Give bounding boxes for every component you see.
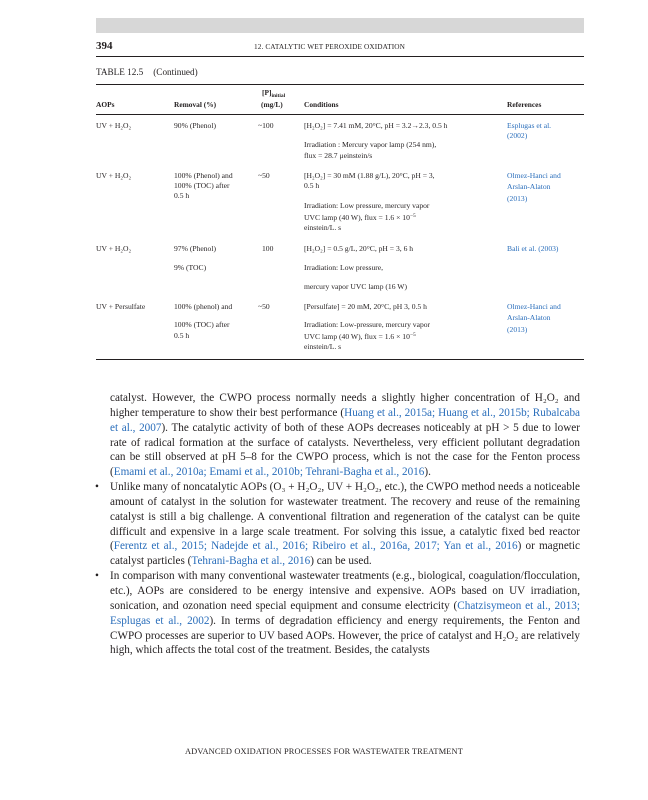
- row1-condition-3: flux = 28.7 μeinstein/s: [304, 151, 373, 160]
- bullet-icon: •: [95, 481, 99, 494]
- col-header-conditions: Conditions: [304, 100, 339, 109]
- row2-reference-1[interactable]: Olmez-Hanci and: [507, 171, 561, 180]
- page-footer: ADVANCED OXIDATION PROCESSES FOR WASTEWATER TREATMENT: [184, 747, 464, 756]
- bullet-item-catalyst-recovery: [95, 480, 580, 569]
- row3-p-initial: 100: [262, 244, 274, 253]
- row1-condition-2: Irradiation : Mercury vapor lamp (254 nm),: [304, 140, 437, 149]
- row3-removal-2: 9% (TOC): [174, 263, 207, 272]
- row1-reference-2[interactable]: (2002): [507, 131, 528, 140]
- row4-exponent: −5: [409, 332, 416, 338]
- bullet-text: ) or magnetic catalyst particles (: [110, 540, 580, 568]
- row2-removal-2: 100% (TOC) after: [174, 181, 230, 190]
- row3-removal-1: 97% (Phenol): [174, 244, 216, 253]
- table-bottom-rule: [96, 359, 584, 360]
- col-header-p-unit: (mg/L): [261, 100, 283, 109]
- row2-exponent: −5: [409, 213, 416, 219]
- citation-link[interactable]: Ferentz et al., 2015; Nadejde et al., 2016; Ribeiro et al., 2016a, 2017; Yan et al., 2016: [113, 540, 518, 553]
- bullet-text: ). In terms of degradation efficiency and energy requirements, the Fenton and CWPO processes are superior to UV based AOPs. However, the price of catalyst and H₂O₂ are relatively high, which affects the total cost of the treatment. Besides, the catalysts: [110, 614, 581, 657]
- row1-reference-1[interactable]: Esplugas et al.: [507, 121, 552, 130]
- col-header-references: References: [507, 100, 542, 109]
- row2-reference-3[interactable]: (2013): [507, 194, 528, 203]
- row4-condition-3-text: UVC lamp (40 W), flux = 1.6 × 10: [304, 332, 410, 341]
- running-head: 12. CATALYTIC WET PEROXIDE OXIDATION: [254, 42, 405, 51]
- table-header-rule: [96, 114, 584, 115]
- row1-condition-1: [H₂O₂] = 7.41 mM, 20°C, pH = 3.2→2.3, 0.5 h: [304, 121, 448, 130]
- paragraph-text: catalyst. However, the CWPO process normally needs a slightly higher concentration of H₂O₂ and higher temperature to show their best performance (: [110, 392, 580, 419]
- table-label: TABLE 12.5: [96, 67, 144, 77]
- table-continued-note: (Continued): [153, 67, 198, 77]
- row2-removal-3: 0.5 h: [174, 191, 190, 200]
- table-caption: [96, 67, 198, 77]
- row4-p-initial: ~50: [258, 302, 270, 311]
- row2-reference-2[interactable]: Arslan-Alaton: [507, 182, 551, 191]
- bullet-text: Unlike many of noncatalytic AOPs (O₃ + H₂O₂, UV + H₂O₂, etc.), the CWPO method needs a noticeable amount of catalyst in the solution for wastewater treatment. The recovery and reuse of the remaining catalyst is still a big challenge. A conventional filtration and regeneration of the catalyst can be quite difficult and expensive in a large scale treatment. For solving this issue, a catalytic fixed bed reactor (: [110, 481, 580, 553]
- row2-condition-4: [304, 212, 416, 223]
- p-initial-symbol: [P]: [262, 88, 272, 97]
- row1-p-initial: ~100: [258, 121, 274, 130]
- row3-reference[interactable]: Bali et al. (2003): [507, 244, 559, 253]
- row3-condition-1: [H₂O₂] = 0.5 g/L, 20°C, pH = 3, 6 h: [304, 244, 414, 253]
- page-number: 394: [96, 40, 113, 52]
- row4-reference-2[interactable]: Arslan-Alaton: [507, 313, 551, 322]
- row4-reference-1[interactable]: Olmez-Hanci and: [507, 302, 561, 311]
- row2-condition-3: Irradiation: Low pressure, mercury vapor: [304, 201, 430, 210]
- row2-condition-1: [H₂O₂] = 30 mM (1.88 g/L), 20°C, pH = 3,: [304, 171, 435, 180]
- row2-condition-5: einstein/L. s: [304, 223, 342, 232]
- row3-condition-2: Irradiation: Low pressure,: [304, 263, 384, 272]
- row4-reference-3[interactable]: (2013): [507, 325, 528, 334]
- row4-removal-1: 100% (phenol) and: [174, 302, 233, 311]
- citation-link[interactable]: Emami et al., 2010a; Emami et al., 2010b; Tehrani-Bagha et al., 2016: [113, 466, 425, 479]
- row3-aop: UV + H₂O₂: [96, 244, 132, 253]
- bullet-item-energy-cost: [95, 569, 581, 658]
- header-band: [96, 18, 584, 33]
- row2-p-initial: ~50: [258, 171, 270, 180]
- citation-link[interactable]: Huang et al., 2015a; Huang et al., 2015b; Rubalcaba et al., 2007: [110, 406, 581, 434]
- col-header-removal: Removal (%): [174, 100, 217, 109]
- bullet-text: In comparison with many conventional wastewater treatments (e.g., biological, coagulation/flocculation, etc.), AOPs are considered to be energy intensive and expensive. AOPs based on UV irradiation, sonication, and ozonation need special equipment and consume electricity (: [110, 570, 580, 612]
- citation-link[interactable]: Tehrani-Bagha et al., 2016: [191, 555, 311, 568]
- citation-link[interactable]: Chatzisymeon et al., 2013; Esplugas et al., 2002: [110, 599, 580, 627]
- row4-condition-1: [Persulfate] = 20 mM, 20°C, pH 3, 0.5 h: [304, 302, 427, 311]
- header-rule: [96, 56, 584, 57]
- row4-aop: UV + Persulfate: [96, 302, 146, 311]
- row4-removal-2: 100% (TOC) after: [174, 320, 230, 329]
- row2-condition-4-text: UVC lamp (40 W), flux = 1.6 × 10: [304, 213, 410, 222]
- row4-condition-4: einstein/L. s: [304, 342, 342, 351]
- table-top-rule: [96, 84, 584, 85]
- paragraph-continuation: [110, 391, 580, 480]
- paragraph-text: ).: [424, 466, 431, 479]
- row2-aop: UV + H₂O₂: [96, 171, 132, 180]
- bullet-icon: •: [95, 570, 99, 583]
- col-header-aops: AOPs: [96, 100, 115, 109]
- body-text: [95, 391, 581, 658]
- p-initial-subscript: initial: [271, 93, 286, 99]
- row4-removal-3: 0.5 h: [174, 331, 190, 340]
- row2-removal-1: 100% (Phenol) and: [174, 171, 233, 180]
- paragraph-text: ). The catalytic activity of both of these AOPs decreases noticeably at pH > 5 due to lower rate of radical formation at the surface of catalysts. Nevertheless, very efficient pollutant degradation can be still observed at pH 5–8 for the CWPO process, which is not the case for the Fenton process (: [110, 421, 580, 479]
- row3-condition-3: mercury vapor UVC lamp (16 W): [304, 282, 407, 291]
- row1-aop: UV + H₂O₂: [96, 121, 132, 130]
- row1-removal: 90% (Phenol): [174, 121, 216, 130]
- row2-condition-2: 0.5 h: [304, 181, 320, 190]
- bullet-text: ) can be used.: [310, 555, 372, 568]
- row4-condition-3: [304, 331, 416, 342]
- row4-condition-2: Irradiation: Low-pressure, mercury vapor: [304, 320, 431, 329]
